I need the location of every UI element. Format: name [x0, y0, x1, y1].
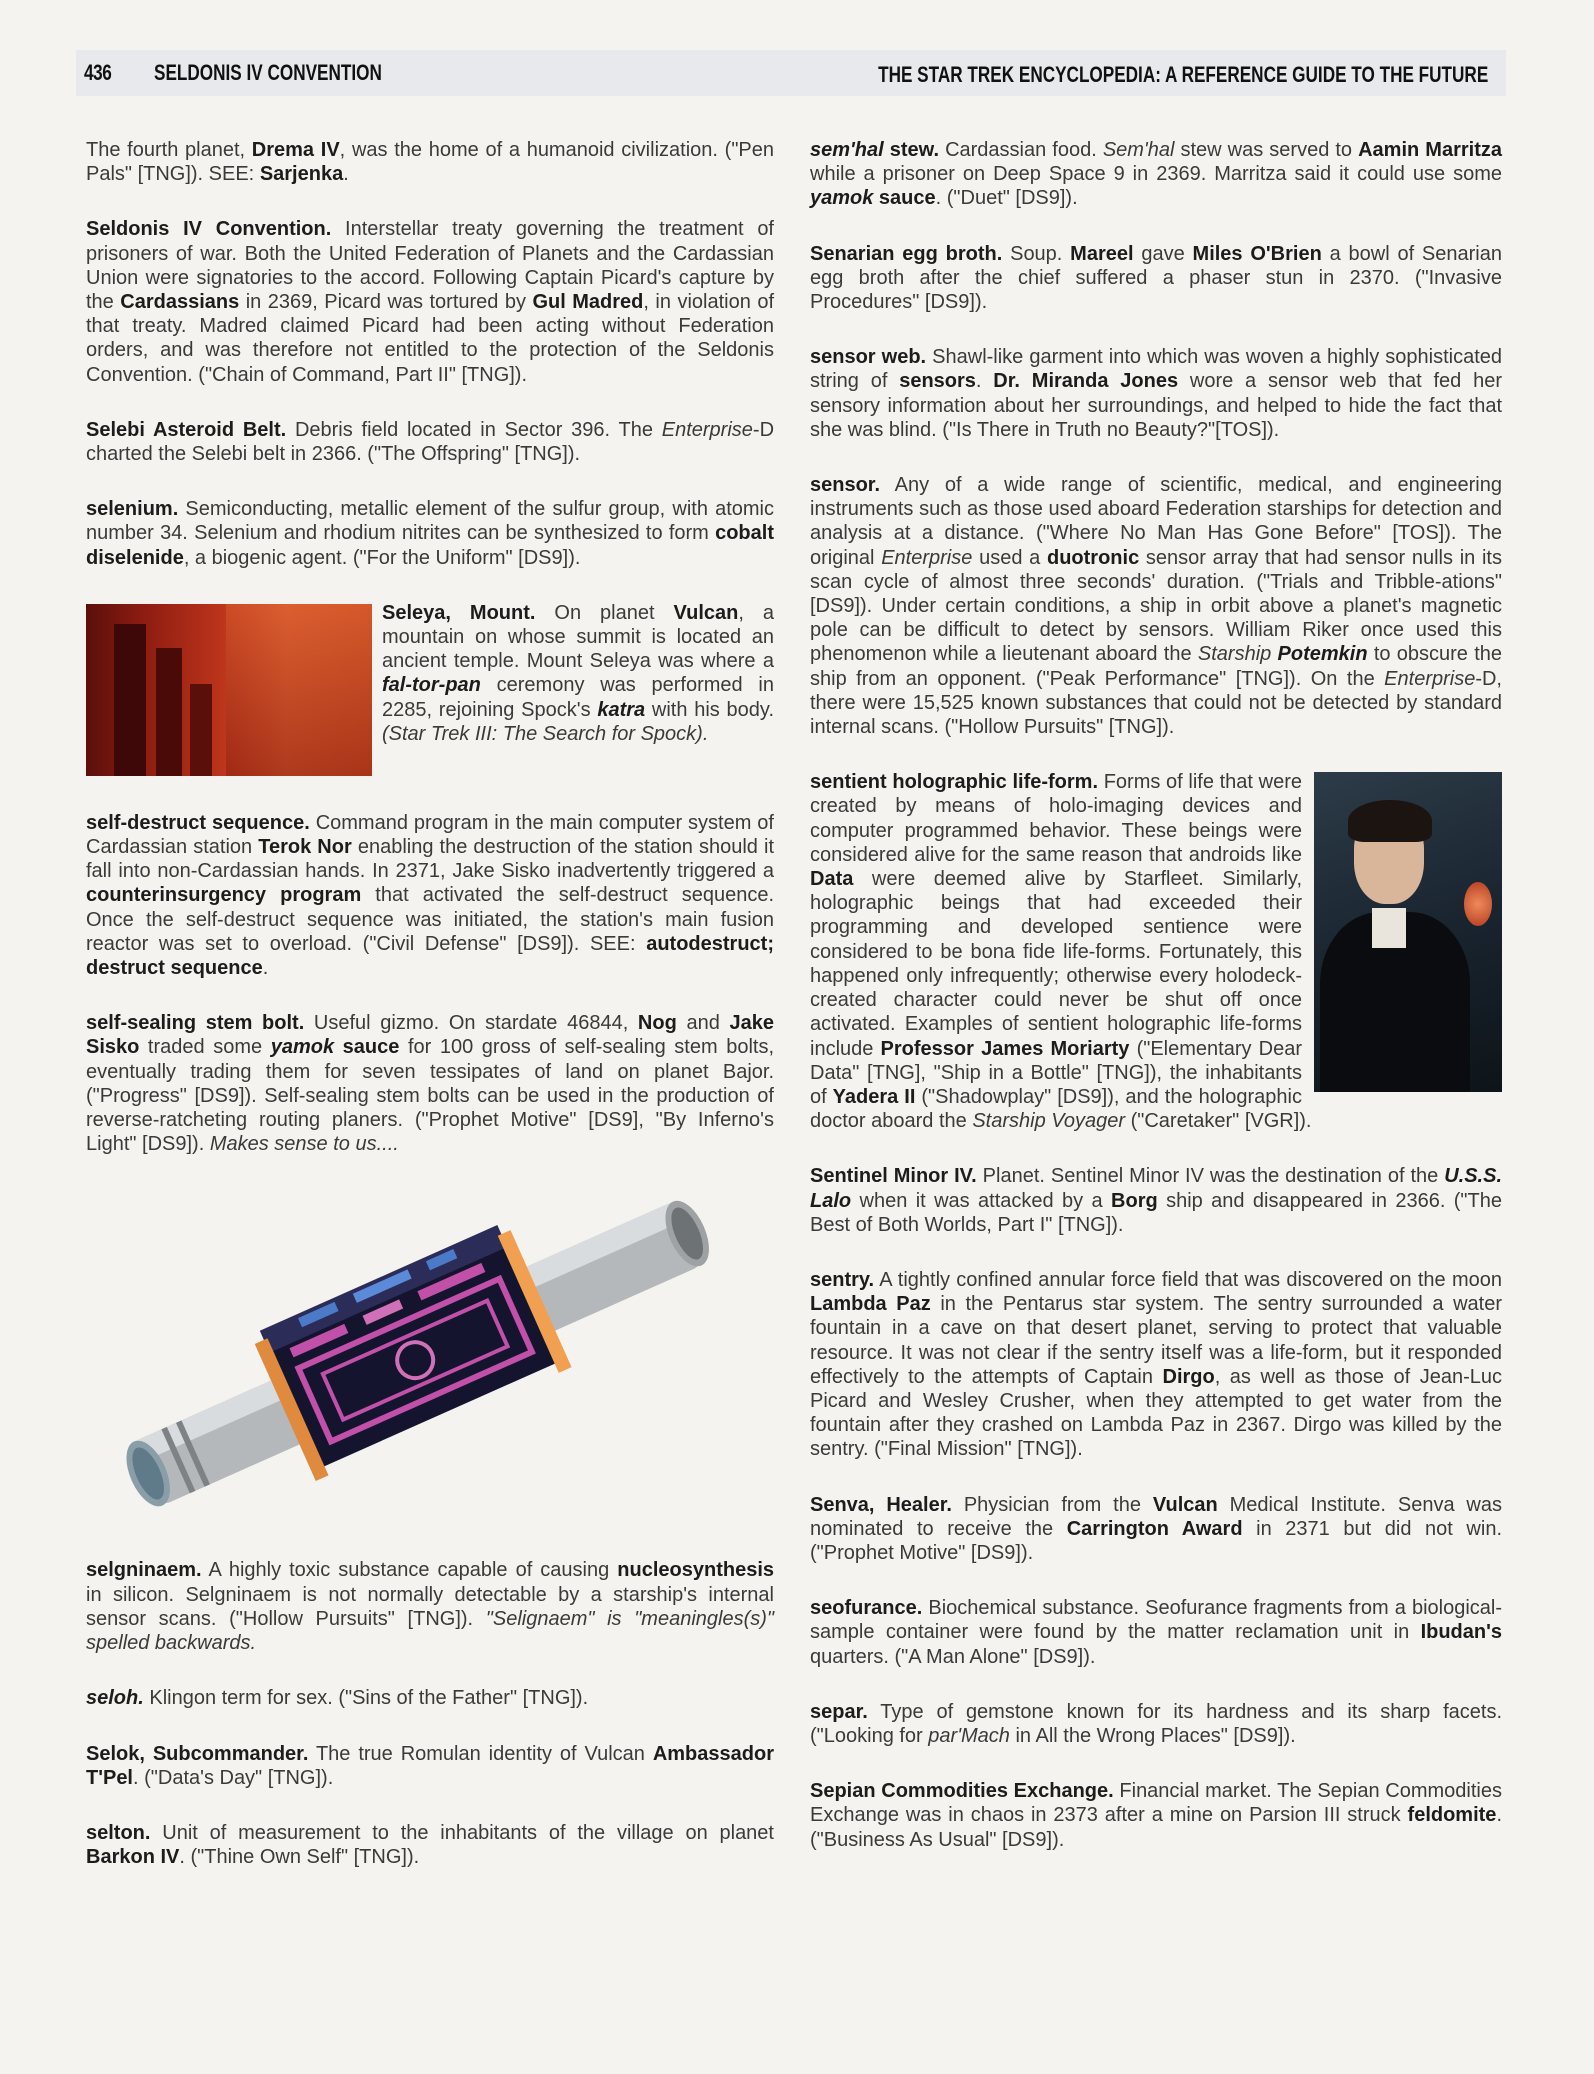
headword: Sepian Commodities Exchange.	[810, 1780, 1114, 1803]
entry-sentient-holographic-life-form: sentient holographic life-form. Forms of life that were created by means of holo-imaging devices and computer programmed behavior. These beings were considered alive for the same reason that androids like Data were deemed alive by Starfleet. Similarly, holographic beings that had exceeded their programming and developed sentience were considered to be bona fide life-forms. Fortunately, this happened only infrequently; otherwise every holodeck-created character could never be shut off once activated. Examples of sentient holographic life-forms include Professor James Moriarty ("Elementary Dear Data" [TNG], "Ship in a Bottle" [TNG]), the inhabitants of Yadera II ("Shadowplay" [DS9]), and the holographic doctor aboard the Starship Voyager ("Caretaker" [VGR]).	[810, 770, 1502, 1133]
headword: Selebi Asteroid Belt.	[86, 418, 287, 441]
headword: Seleya, Mount.	[382, 601, 536, 624]
book-title: THE STAR TREK ENCYCLOPEDIA: A REFERENCE GUIDE TO THE FUTURE	[877, 62, 1488, 87]
headword: sentient holographic life-form.	[810, 771, 1099, 794]
headword: separ.	[810, 1700, 868, 1723]
headword: self-sealing stem bolt.	[86, 1012, 305, 1035]
headword: Selok, Subcommander.	[86, 1742, 309, 1765]
section-title: SELDONIS IV CONVENTION	[154, 60, 382, 85]
moriarty-photo	[1314, 772, 1502, 1092]
entry-senarian-egg-broth: Senarian egg broth. Soup. Mareel gave Miles O'Brien a bowl of Senarian egg broth after the chief suffered a phaser stun in 2370. ("Invasive Procedures" [DS9]).	[810, 242, 1502, 314]
entry-selgninaem: selgninaem. A highly toxic substance capable of causing nucleosynthesis in silicon. Selgninaem is not normally detectable by a starship's internal sensor scans. ("Hollow Pursuits" [TNG]). "Selignaem" is "meaningles(s)" spelled backwards.	[86, 1559, 774, 1655]
entry-selenium: selenium. Semiconducting, metallic element of the sulfur group, with atomic number 34. Selenium and rhodium nitrites can be synthesized to form cobalt diselenide, a biogenic agent. ("For the Uniform" [DS9]).	[86, 498, 774, 569]
headword: Seldonis IV Convention.	[86, 218, 332, 241]
headword: sem'hal	[810, 139, 884, 161]
entry-drema: The fourth planet, Drema IV, was the home of a humanoid civilization. ("Pen Pals" [TNG]). SEE: Sarjenka.	[86, 139, 774, 186]
entry-self-sealing-stem-bolt: self-sealing stem bolt. Useful gizmo. On stardate 46844, Nog and Jake Sisko traded some yamok sauce for 100 gross of self-sealing stem bolts, eventually trading them for seven tessipates of land on planet Bajor. ("Progress" [DS9]). Self-sealing stem bolts can be used in the production of reverse-ratcheting routing planers. ("Prophet Motive" [DS9], "By Inferno's Light" [DS9]). Makes sense to us....	[86, 1012, 775, 1156]
stem-bolt-illustration	[86, 1164, 774, 1554]
headword: Senarian egg broth.	[810, 242, 1003, 265]
entry-seofurance: seofurance. Biochemical substance. Seofurance fragments from a biological-sample container were found by the matter reclamation unit in Ibudan's quarters. ("A Man Alone" [DS9]).	[810, 1597, 1502, 1668]
entry-selok-subcommander: Selok, Subcommander. The true Romulan identity of Vulcan Ambassador T'Pel. ("Data's Day" [TNG]).	[86, 1742, 774, 1789]
entry-self-destruct-sequence: self-destruct sequence. Command program in the main computer system of Cardassian station Terok Nor enabling the destruction of the station should it fall into non-Cardassian hands. In 2371, Jake Sisko inadvertently triggered a counterinsurgency program that activated the self-destruct sequence. Once the self-destruct sequence was initiated, the station's main fusion reactor was set to overload. ("Civil Defense" [DS9]). SEE: autodestruct; destruct sequence.	[86, 811, 775, 980]
right-column	[810, 138, 1502, 1883]
headword: selton.	[86, 1821, 151, 1844]
left-column	[86, 138, 774, 1900]
headword: seloh.	[86, 1687, 144, 1710]
entry-seldonis-iv-convention: Seldonis IV Convention. Interstellar treaty governing the treatment of prisoners of war. Both the United Federation of Planets and the Cardassian Union were signatories to the accord. Following Captain Picard's capture by the Cardassians in 2369, Picard was tortured by Gul Madred, in violation of that treaty. Madred claimed Picard had been acting without Federation orders, and was therefore not entitled to the protection of the Seldonis Convention. ("Chain of Command, Part II" [TNG]).	[86, 218, 774, 386]
headword: self-destruct sequence.	[86, 811, 310, 834]
entry-seloh: seloh. Klingon term for sex. ("Sins of the Father" [TNG]).	[86, 1687, 589, 1710]
entry-semhal-stew: sem'hal stew. Cardassian food. Sem'hal stew was served to Aamin Marritza while a prisoner on Deep Space 9 in 2369. Marritza said it could use some yamok sauce. ("Duet" [DS9]).	[810, 139, 1502, 210]
headword: sentry.	[810, 1268, 875, 1291]
entry-sentry: sentry. A tightly confined annular force field that was discovered on the moon Lambda Paz in the Pentarus star system. The sentry surrounded a water fountain in a cave on that desert planet, serving to protect that valuable resource. It was not clear if the sentry itself was a life-form, but it responded effectively to the attempts of Captain Dirgo, as well as those of Jean-Luc Picard and Wesley Crusher, when they attempted to get water from the fountain after they crashed on Lambda Paz in 2367. Dirgo was killed by the sentry. ("Final Mission" [TNG]).	[810, 1268, 1503, 1461]
entry-selton: selton. Unit of measurement to the inhabitants of the village on planet Barkon IV. ("Thine Own Self" [TNG]).	[86, 1821, 774, 1869]
vulcan-temple-photo	[86, 604, 372, 776]
page-number: 436	[84, 60, 112, 85]
entry-sensor-web: sensor web. Shawl-like garment into which was woven a highly sophisticated string of sensors. Dr. Miranda Jones wore a sensor web that fed her sensory information about her surroundings, and helped to hide the fact that she was blind. ("Is There in Truth no Beauty?"[TOS]).	[810, 346, 1502, 441]
headword: Senva, Healer.	[810, 1493, 952, 1516]
entry-separ: separ. Type of gemstone known for its hardness and its sharp facets. ("Looking for par'Mach in All the Wrong Places" [DS9]).	[810, 1700, 1502, 1747]
running-header	[76, 50, 1506, 96]
entry-sentinel-minor-iv: Sentinel Minor IV. Planet. Sentinel Minor IV was the destination of the U.S.S. Lalo when it was attacked by a Borg ship and disappeared in 2366. ("The Best of Both Worlds, Part I" [TNG]).	[810, 1165, 1502, 1236]
entry-selebi-asteroid-belt: Selebi Asteroid Belt. Debris field located in Sector 396. The Enterprise-D charted the Selebi belt in 2366. ("The Offspring" [TNG]).	[86, 418, 775, 466]
headword: selgninaem.	[86, 1559, 202, 1582]
headword: seofurance.	[810, 1597, 923, 1620]
entry-sensor: sensor. Any of a wide range of scientific, medical, and engineering instruments such as those used aboard Federation starships for detection and analysis at a distance. ("Where No Man Has Gone Before" [TOS]). The original Enterprise used a duotronic sensor array that had sensor nulls in its scan cycle of almost three seconds' duration. ("Trials and Tribble-ations" [DS9]). Under certain conditions, a ship in orbit above a planet's magnetic pole can be difficult to detect by sensors. William Riker once used this phenomenon while a lieutenant aboard the Starship Potemkin to obscure the ship from an opponent. ("Peak Performance" [TNG]). On the Enterprise-D, there were 15,525 known substances that could not be detected by standard internal scans. ("Hollow Pursuits" [TNG]).	[810, 474, 1502, 739]
entry-seleya-mount: Seleya, Mount. On planet Vulcan, a mountain on whose summit is located an ancient temple. Mount Seleya was where a fal-tor-pan ceremony was performed in 2285, rejoining Spock's katra with his body. (Star Trek III: The Search for Spock).	[86, 601, 774, 780]
headword: Sentinel Minor IV.	[810, 1165, 977, 1188]
headword: sensor.	[810, 474, 881, 497]
entry-sepian-commodities-exchange: Sepian Commodities Exchange. Financial market. The Sepian Commodities Exchange was in chaos in 2373 after a mine on Parsion III struck feldomite. ("Business As Usual" [DS9]).	[810, 1780, 1502, 1851]
headword: sensor web.	[810, 346, 927, 369]
entry-senva-healer: Senva, Healer. Physician from the Vulcan Medical Institute. Senva was nominated to receive the Carrington Award in 2371 but did not win. ("Prophet Motive" [DS9]).	[810, 1493, 1503, 1564]
headword: selenium.	[86, 498, 179, 521]
